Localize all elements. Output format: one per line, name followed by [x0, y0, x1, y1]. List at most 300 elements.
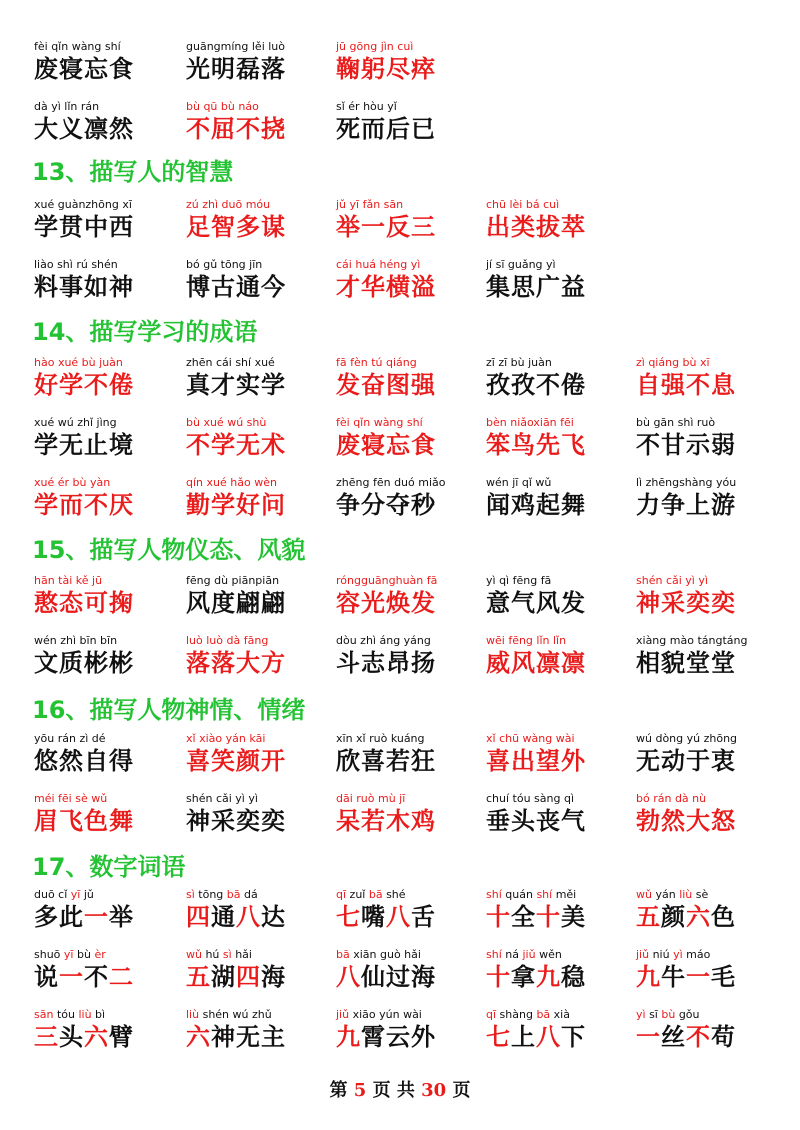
number-idiom-item: [34, 1008, 194, 1052]
number-idiom-item: [486, 1008, 646, 1052]
number-character: 七: [336, 903, 361, 931]
idiom-item: [636, 416, 796, 460]
idiom-text: 勃然大怒: [636, 807, 736, 835]
idiom-item: [486, 634, 646, 678]
idiom-text: [486, 962, 646, 992]
section-heading-13: 13、描写人的智慧: [32, 158, 234, 186]
pinyin-label: [636, 888, 796, 902]
idiom-item: [486, 792, 646, 836]
number-character: 八: [236, 903, 261, 931]
pinyin-segment: wǔ: [636, 888, 652, 901]
pinyin-label: xué wú zhǐ jìng: [34, 416, 117, 429]
idiom-text: [636, 1022, 796, 1052]
pinyin-label: jū gōng jìn cuì: [336, 40, 414, 53]
idiom-item: [34, 356, 194, 400]
idiom-item: [336, 258, 496, 302]
idiom-character: 苟: [711, 1023, 736, 1051]
pinyin-label: dà yì lǐn rán: [34, 100, 100, 113]
idiom-text: [34, 902, 194, 932]
pinyin-label: róngguānghuàn fā: [336, 574, 438, 587]
number-idiom-item: [636, 888, 796, 932]
pinyin-label: zhēng fēn duó miǎo: [336, 476, 446, 489]
idiom-character: 头: [59, 1023, 84, 1051]
idiom-item: [336, 356, 496, 400]
pinyin-segment: bā: [536, 1008, 551, 1021]
pinyin-label: chū lèi bá cuì: [486, 198, 560, 211]
idiom-text: 落落大方: [186, 649, 286, 677]
pinyin-segment: bù: [661, 1008, 676, 1021]
idiom-text: 喜出望外: [486, 747, 586, 775]
number-character: 十: [486, 903, 511, 931]
idiom-item: [336, 476, 496, 520]
idiom-item: [336, 416, 496, 460]
idiom-text: 憨态可掬: [34, 589, 134, 617]
footer-middle: 页 共: [372, 1080, 415, 1101]
pinyin-label: [636, 1008, 796, 1022]
idiom-text: 料事如神: [34, 273, 134, 301]
idiom-item: [186, 198, 346, 242]
idiom-text: 学无止境: [34, 431, 134, 459]
idiom-character: 不: [84, 963, 109, 991]
pinyin-label: zhēn cái shí xué: [186, 356, 275, 369]
number-character: 二: [109, 963, 134, 991]
pinyin-segment: sì: [222, 948, 232, 961]
pinyin-label: shén cǎi yì yì: [636, 574, 708, 587]
pinyin-segment: ná: [501, 948, 523, 961]
pinyin-label: lì zhēngshàng yóu: [636, 476, 737, 489]
pinyin-label: [34, 1008, 194, 1022]
number-idiom-item: [336, 888, 496, 932]
pinyin-label: hào xué bù juàn: [34, 356, 123, 369]
idiom-text: [336, 962, 496, 992]
number-idiom-item: [486, 888, 646, 932]
pinyin-label: [186, 948, 346, 962]
number-character: 九: [336, 1023, 361, 1051]
idiom-character: 神无主: [211, 1023, 286, 1051]
idiom-character: 臂: [109, 1023, 134, 1051]
idiom-text: 呆若木鸡: [336, 807, 436, 835]
idiom-text: 威风凛凛: [486, 649, 586, 677]
idiom-row: [0, 40, 800, 90]
number-idiom-row: [0, 888, 800, 938]
idiom-character: 上: [511, 1023, 536, 1051]
idiom-text: [186, 962, 346, 992]
number-idiom-item: [186, 1008, 346, 1052]
number-character: 一: [84, 903, 109, 931]
idiom-text: 发奋图强: [336, 371, 436, 399]
idiom-text: 悠然自得: [34, 747, 134, 775]
idiom-item: [336, 40, 496, 84]
idiom-text: 孜孜不倦: [486, 371, 586, 399]
idiom-item: [186, 732, 346, 776]
pinyin-label: guāngmíng lěi luò: [186, 40, 286, 53]
pinyin-label: hān tài kě jū: [34, 574, 103, 587]
idiom-text: 学而不厌: [34, 491, 134, 519]
idiom-item: [186, 100, 346, 144]
idiom-text: 容光焕发: [336, 589, 436, 617]
idiom-text: [34, 962, 194, 992]
pinyin-label: [636, 948, 796, 962]
number-character: 四: [186, 903, 211, 931]
pinyin-label: bù xué wú shù: [186, 416, 267, 429]
idiom-character: 霄云外: [361, 1023, 436, 1051]
number-character: 六: [84, 1023, 109, 1051]
pinyin-label: luò luò dà fāng: [186, 634, 269, 647]
pinyin-segment: qī: [486, 1008, 497, 1021]
idiom-text: 死而后已: [336, 115, 436, 143]
idiom-text: [336, 902, 496, 932]
pinyin-segment: sì: [186, 888, 195, 901]
pinyin-label: xǐ xiào yán kāi: [186, 732, 266, 745]
number-idiom-item: [34, 948, 194, 992]
pinyin-segment: jǔ: [80, 888, 94, 901]
number-idiom-item: [34, 888, 194, 932]
pinyin-label: yì qì fēng fā: [486, 574, 552, 587]
idiom-item: [34, 40, 194, 84]
pinyin-segment: shé: [382, 888, 406, 901]
pinyin-label: méi fēi sè wǔ: [34, 792, 108, 805]
idiom-character: 全: [511, 903, 536, 931]
idiom-text: 文质彬彬: [34, 649, 134, 677]
idiom-character: 美: [561, 903, 586, 931]
section-heading-16: 16、描写人物神情、情绪: [32, 696, 306, 724]
pinyin-segment: gǒu: [675, 1008, 700, 1021]
idiom-row: [0, 198, 800, 248]
pinyin-label: jí sī guǎng yì: [486, 258, 556, 271]
pinyin-segment: shuō: [34, 948, 64, 961]
idiom-character: 毛: [711, 963, 736, 991]
idiom-row: [0, 258, 800, 308]
number-idiom-item: [486, 948, 646, 992]
pinyin-label: fèi qǐn wàng shí: [336, 416, 423, 429]
idiom-text: [336, 1022, 496, 1052]
idiom-text: 喜笑颜开: [186, 747, 286, 775]
pinyin-label: [336, 1008, 496, 1022]
pinyin-label: cái huá héng yì: [336, 258, 421, 271]
footer-prefix: 第: [329, 1080, 348, 1101]
idiom-item: [336, 732, 496, 776]
idiom-row: [0, 416, 800, 466]
pinyin-segment: wǔ: [186, 948, 202, 961]
idiom-text: [486, 902, 646, 932]
pinyin-label: fēng dù piānpiān: [186, 574, 280, 587]
idiom-item: [34, 258, 194, 302]
idiom-item: [636, 792, 796, 836]
idiom-character: 丝: [661, 1023, 686, 1051]
pinyin-segment: shàng: [496, 1008, 537, 1021]
pinyin-segment: yán: [651, 888, 680, 901]
number-character: 八: [336, 963, 361, 991]
pinyin-segment: shí: [486, 948, 502, 961]
idiom-item: [186, 416, 346, 460]
pinyin-segment: máo: [682, 948, 711, 961]
idiom-text: 好学不倦: [34, 371, 134, 399]
pinyin-label: [186, 1008, 346, 1022]
pinyin-label: wén jī qǐ wǔ: [486, 476, 552, 489]
idiom-text: 鞠躬尽瘁: [336, 55, 436, 83]
pinyin-label: [336, 888, 496, 902]
pinyin-segment: yī: [63, 948, 74, 961]
pinyin-segment: wěn: [535, 948, 562, 961]
idiom-text: 学贯中西: [34, 213, 134, 241]
idiom-item: [34, 476, 194, 520]
pinyin-segment: shí: [536, 888, 553, 901]
idiom-text: 不屈不挠: [186, 115, 286, 143]
number-idiom-item: [336, 948, 496, 992]
number-character: 不: [686, 1023, 711, 1051]
pinyin-label: [34, 888, 194, 902]
pinyin-segment: shén wú zhǔ: [199, 1008, 272, 1021]
idiom-item: [486, 356, 646, 400]
pinyin-segment: liù: [78, 1008, 92, 1021]
idiom-text: 集思广益: [486, 273, 586, 301]
pinyin-label: zì qiáng bù xī: [636, 356, 710, 369]
idiom-text: 不甘示弱: [636, 431, 736, 459]
section-heading-15: 15、描写人物仪态、风貌: [32, 536, 306, 564]
idiom-text: 自强不息: [636, 371, 736, 399]
idiom-item: [186, 634, 346, 678]
number-idiom-item: [636, 948, 796, 992]
idiom-item: [186, 356, 346, 400]
pinyin-segment: yī: [70, 888, 81, 901]
idiom-character: 颜: [661, 903, 686, 931]
pinyin-label: shén cǎi yì yì: [186, 792, 258, 805]
idiom-row: [0, 100, 800, 150]
pinyin-label: dāi ruò mù jī: [336, 792, 406, 805]
number-character: 十: [486, 963, 511, 991]
pinyin-label: dòu zhì áng yáng: [336, 634, 431, 647]
idiom-text: 勤学好问: [186, 491, 286, 519]
idiom-text: 神采奕奕: [636, 589, 736, 617]
idiom-item: [186, 40, 346, 84]
idiom-character: 湖: [211, 963, 236, 991]
pinyin-segment: duō cǐ: [34, 888, 71, 901]
idiom-text: 闻鸡起舞: [486, 491, 586, 519]
number-character: 一: [686, 963, 711, 991]
idiom-character: 多此: [34, 903, 84, 931]
pinyin-segment: jiǔ: [522, 948, 536, 961]
pinyin-segment: èr: [94, 948, 106, 961]
pinyin-label: bù qū bù náo: [186, 100, 259, 113]
pinyin-label: bèn niǎoxiān fēi: [486, 416, 574, 429]
idiom-item: [336, 574, 496, 618]
idiom-text: 眉飞色舞: [34, 807, 134, 835]
idiom-text: [186, 902, 346, 932]
idiom-text: [34, 1022, 194, 1052]
idiom-text: 意气风发: [486, 589, 586, 617]
idiom-text: 无动于衷: [636, 747, 736, 775]
pinyin-segment: yì: [636, 1008, 646, 1021]
idiom-text: 光明磊落: [186, 55, 286, 83]
number-idiom-item: [336, 1008, 496, 1052]
pinyin-segment: yì: [673, 948, 683, 961]
idiom-text: 足智多谋: [186, 213, 286, 241]
pinyin-segment: bā: [336, 948, 350, 961]
number-idiom-row: [0, 1008, 800, 1058]
pinyin-label: [486, 948, 646, 962]
idiom-item: [336, 792, 496, 836]
idiom-item: [636, 356, 796, 400]
pinyin-segment: niú: [649, 948, 674, 961]
idiom-item: [186, 574, 346, 618]
pinyin-segment: jiǔ: [636, 948, 650, 961]
footer-suffix: 页: [452, 1080, 471, 1101]
pinyin-segment: bì: [91, 1008, 106, 1021]
pinyin-segment: qī: [336, 888, 347, 901]
idiom-character: 牛: [661, 963, 686, 991]
idiom-item: [34, 198, 194, 242]
pinyin-label: xīn xǐ ruò kuáng: [336, 732, 425, 745]
idiom-character: 色: [711, 903, 736, 931]
idiom-text: 争分夺秒: [336, 491, 436, 519]
idiom-row: [0, 476, 800, 526]
idiom-item: [486, 416, 646, 460]
number-character: 一: [636, 1023, 661, 1051]
idiom-character: 拿: [511, 963, 536, 991]
pinyin-label: wén zhì bīn bīn: [34, 634, 118, 647]
idiom-character: 舌: [411, 903, 436, 931]
pinyin-label: bù gān shì ruò: [636, 416, 716, 429]
pinyin-segment: zuǐ: [346, 888, 369, 901]
pinyin-label: xué guànzhōng xī: [34, 198, 132, 211]
idiom-item: [636, 476, 796, 520]
idiom-text: 斗志昂扬: [336, 649, 436, 677]
pinyin-label: bó rán dà nù: [636, 792, 707, 805]
idiom-text: 真才实学: [186, 371, 286, 399]
pinyin-label: xǐ chū wàng wài: [486, 732, 575, 745]
idiom-item: [34, 574, 194, 618]
pinyin-label: fā fèn tú qiáng: [336, 356, 417, 369]
pinyin-label: fèi qǐn wàng shí: [34, 40, 121, 53]
pinyin-segment: hǎi: [231, 948, 252, 961]
idiom-row: [0, 574, 800, 624]
idiom-item: [486, 732, 646, 776]
idiom-text: 才华横溢: [336, 273, 436, 301]
idiom-text: 废寝忘食: [336, 431, 436, 459]
number-character: 三: [34, 1023, 59, 1051]
idiom-item: [486, 476, 646, 520]
idiom-item: [486, 258, 646, 302]
number-character: 五: [636, 903, 661, 931]
pinyin-label: [186, 888, 346, 902]
pinyin-label: qín xué hǎo wèn: [186, 476, 277, 489]
idiom-character: 通: [211, 903, 236, 931]
pinyin-segment: tóu: [53, 1008, 79, 1021]
idiom-character: 下: [561, 1023, 586, 1051]
idiom-character: 嘴: [361, 903, 386, 931]
pinyin-segment: sī: [645, 1008, 662, 1021]
idiom-text: 风度翩翩: [186, 589, 286, 617]
idiom-text: 欣喜若狂: [336, 747, 436, 775]
pinyin-segment: hú: [201, 948, 223, 961]
idiom-character: 稳: [561, 963, 586, 991]
idiom-item: [486, 574, 646, 618]
pinyin-label: xué ér bù yàn: [34, 476, 111, 489]
pinyin-segment: bā: [368, 888, 383, 901]
page-footer: [0, 1076, 800, 1102]
idiom-text: 笨鸟先飞: [486, 431, 586, 459]
idiom-row: [0, 634, 800, 684]
idiom-item: [186, 258, 346, 302]
pinyin-label: zī zī bù juàn: [486, 356, 552, 369]
pinyin-segment: xià: [550, 1008, 570, 1021]
idiom-item: [34, 792, 194, 836]
idiom-text: [186, 1022, 346, 1052]
idiom-character: 达: [261, 903, 286, 931]
pinyin-label: [486, 888, 646, 902]
idiom-character: 说: [34, 963, 59, 991]
pinyin-label: [486, 1008, 646, 1022]
pinyin-label: [336, 948, 496, 962]
pinyin-segment: jiǔ: [336, 1008, 350, 1021]
number-character: 八: [386, 903, 411, 931]
idiom-item: [486, 198, 646, 242]
pinyin-segment: měi: [552, 888, 577, 901]
pinyin-label: jǔ yī fǎn sān: [336, 198, 404, 211]
idiom-item: [34, 634, 194, 678]
section-heading-17: 17、数字词语: [32, 853, 186, 881]
idiom-text: 举一反三: [336, 213, 436, 241]
idiom-text: 废寝忘食: [34, 55, 134, 83]
pinyin-segment: bā: [226, 888, 241, 901]
pinyin-segment: shí: [486, 888, 502, 901]
pinyin-segment: xiāo yún wài: [349, 1008, 422, 1021]
pinyin-label: bó gǔ tōng jīn: [186, 258, 263, 271]
idiom-text: [636, 902, 796, 932]
idiom-item: [186, 476, 346, 520]
number-idiom-item: [186, 948, 346, 992]
pinyin-segment: sè: [692, 888, 709, 901]
pinyin-label: sǐ ér hòu yǐ: [336, 100, 397, 113]
pinyin-segment: tōng: [194, 888, 227, 901]
pinyin-label: xiàng mào tángtáng: [636, 634, 748, 647]
number-character: 九: [536, 963, 561, 991]
number-character: 八: [536, 1023, 561, 1051]
pinyin-label: liào shì rú shén: [34, 258, 118, 271]
idiom-item: [636, 732, 796, 776]
pinyin-label: yōu rán zì dé: [34, 732, 106, 745]
idiom-item: [636, 634, 796, 678]
pinyin-segment: liù: [186, 1008, 200, 1021]
number-character: 六: [186, 1023, 211, 1051]
idiom-row: [0, 732, 800, 782]
pinyin-label: wēi fēng lǐn lǐn: [486, 634, 567, 647]
idiom-character: 仙过海: [361, 963, 436, 991]
idiom-text: 垂头丧气: [486, 807, 586, 835]
pinyin-label: zú zhì duō móu: [186, 198, 271, 211]
pinyin-segment: xiān guò hǎi: [349, 948, 421, 961]
pinyin-segment: sān: [34, 1008, 54, 1021]
number-character: 七: [486, 1023, 511, 1051]
number-character: 九: [636, 963, 661, 991]
pinyin-label: wú dòng yú zhōng: [636, 732, 738, 745]
idiom-row: [0, 356, 800, 406]
idiom-item: [34, 732, 194, 776]
idiom-item: [336, 198, 496, 242]
pinyin-label: chuí tóu sàng qì: [486, 792, 575, 805]
number-character: 一: [59, 963, 84, 991]
current-page-number: 5: [353, 1080, 367, 1101]
idiom-item: [186, 792, 346, 836]
number-character: 十: [536, 903, 561, 931]
number-character: 五: [186, 963, 211, 991]
idiom-character: 举: [109, 903, 134, 931]
total-page-count: 30: [421, 1080, 447, 1101]
idiom-item: [34, 100, 194, 144]
number-character: 四: [236, 963, 261, 991]
idiom-text: [486, 1022, 646, 1052]
section-heading-14: 14、描写学习的成语: [32, 318, 258, 346]
